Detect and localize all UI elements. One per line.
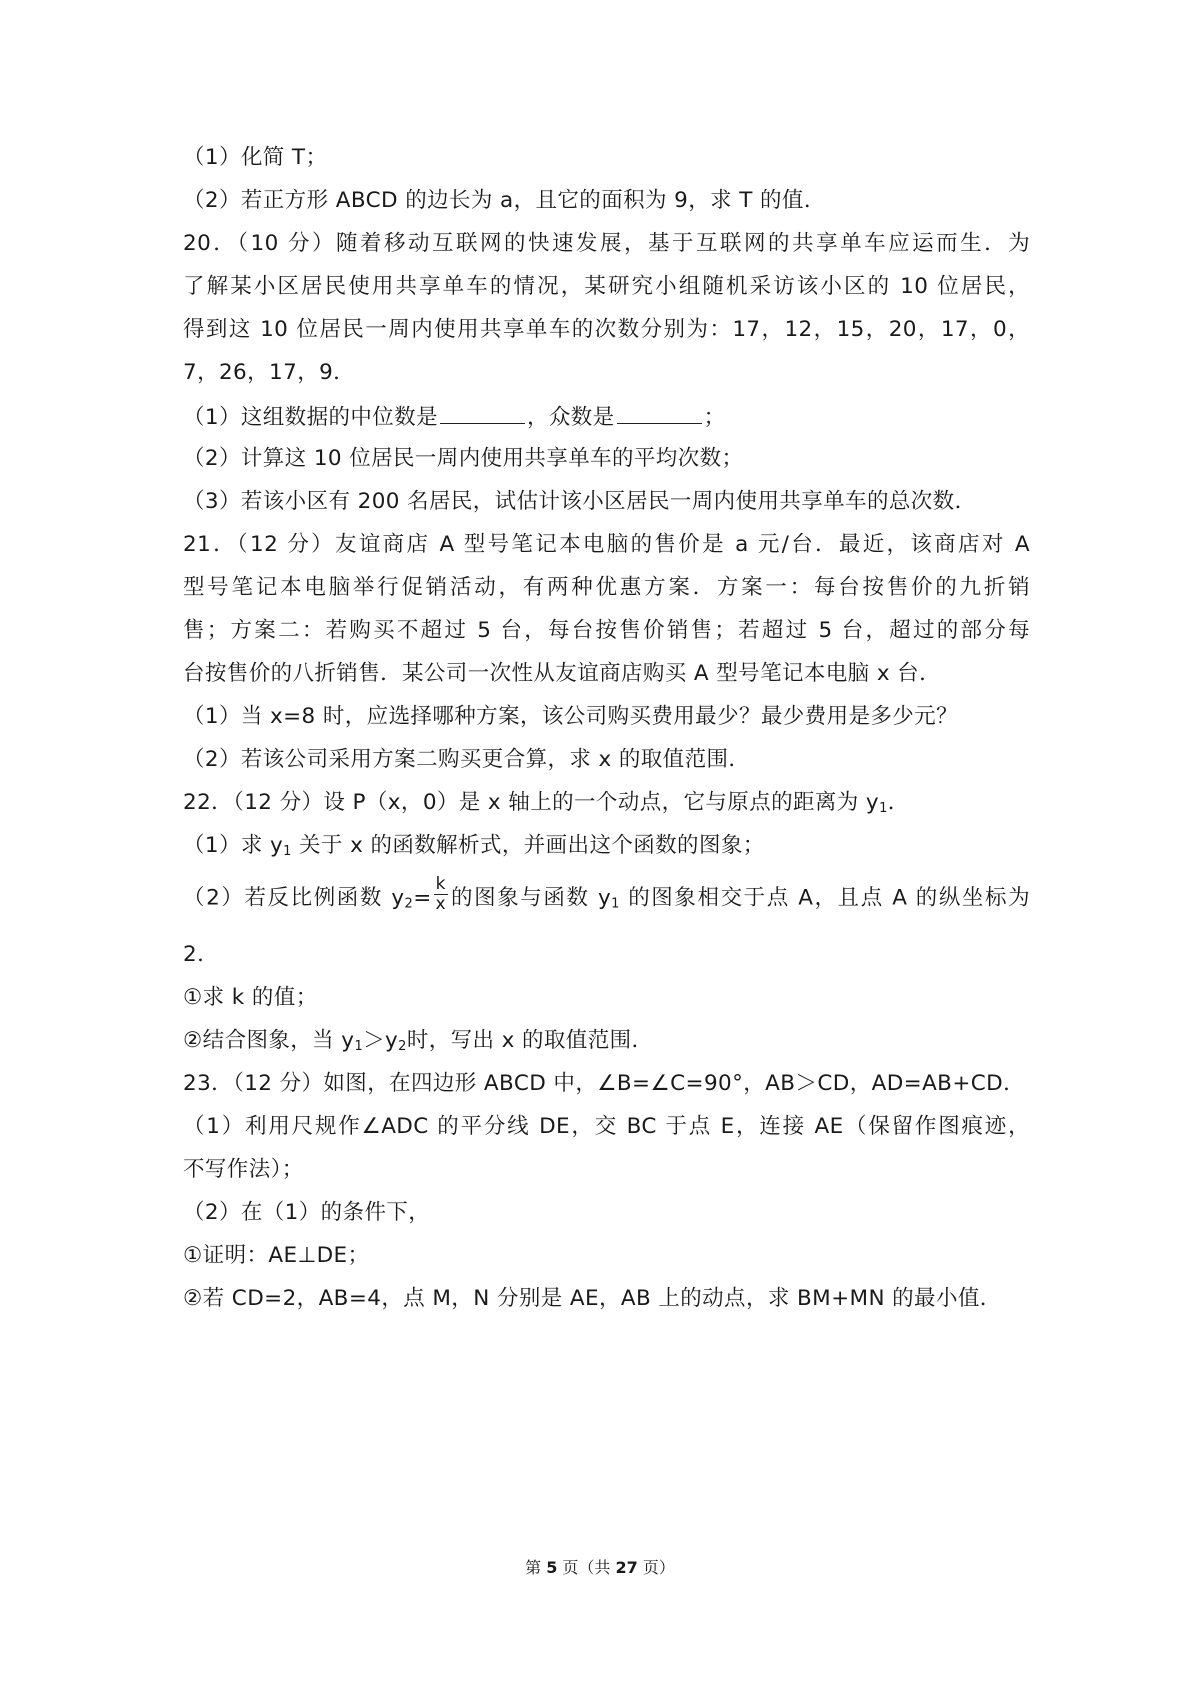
q21-part1: （1）当 x=8 时，应选择哪种方案，该公司购买费用最少？最少费用是多少元？	[183, 704, 958, 729]
footer-text-mid: 页（共	[557, 1558, 616, 1577]
q20-part1-text-b: ，众数是	[526, 405, 615, 430]
subscript: 1	[283, 844, 292, 859]
subscript: 1	[611, 896, 620, 912]
q22-part1-text-b: 关于 x 的函数解析式，并画出这个函数的图象；	[291, 833, 765, 858]
q20-part3: （3）若该小区有 200 名居民，试估计该小区居民一周内使用共享单车的总次数．	[183, 489, 977, 514]
q22-line1	[183, 788, 1030, 818]
q22-part1	[183, 831, 1030, 861]
q22-text-a: 22．（12 分）设 P（x，0）是 x 轴上的一个动点，它与原点的距离为 y	[183, 790, 880, 815]
subscript: 1	[354, 1039, 364, 1054]
q20-part1-text-a: （1）这组数据的中位数是	[183, 405, 438, 430]
fraction-k-over-x	[434, 876, 448, 913]
q23-line1: 23．（12 分）如图，在四边形 ABCD 中，∠B=∠C=90°，AB＞CD，AD=AB+CD．	[183, 1071, 1026, 1096]
q22-text-b: ．	[887, 790, 910, 815]
subscript: 2	[404, 896, 414, 912]
answer-blank-mode	[617, 401, 702, 424]
q23-part1-cont: 不写作法）；	[183, 1157, 304, 1182]
q23-sub1: ①证明：AE⊥DE；	[183, 1243, 370, 1268]
q20-line2: 了解某小区居民使用共享单车的情况，某研究小组随机采访该小区的 10 位居民，	[183, 274, 1030, 299]
q21-line2: 型号笔记本电脑举行促销活动，有两种优惠方案．方案一：每台按售价的九折销	[183, 575, 1030, 600]
q22-sub2-text-a: ②结合图象，当 y	[183, 1028, 355, 1053]
fraction-denominator: x	[435, 894, 446, 914]
q20-line1: 20．（10 分）随着移动互联网的快速发展，基于互联网的共享单车应运而生．为	[183, 231, 1030, 256]
q22-part2-text-b: 的图象与函数 y	[449, 885, 612, 911]
subscript: 2	[398, 1039, 407, 1054]
q22-part2-text-c: 的图象相交于点 A，且点 A 的纵坐标为	[619, 885, 1031, 911]
q22-sub2-text-b: 时，写出 x 的取值范围．	[406, 1028, 654, 1053]
q22-part2	[183, 874, 1031, 917]
q22-sub1: ①求 k 的值；	[183, 985, 318, 1010]
equals-sign: =	[413, 885, 432, 911]
q21-line4: 台按售价的八折销售．某公司一次性从友谊商店购买 A 型号笔记本电脑 x 台．	[183, 661, 941, 686]
page-footer	[0, 1555, 1200, 1578]
q22-part2-text-a: （2）若反比例函数 y	[183, 885, 405, 911]
q21-line3: 售；方案二：若购买不超过 5 台，每台按售价销售；若超过 5 台，超过的部分每	[183, 618, 1030, 643]
subscript: 1	[879, 801, 888, 816]
q23-sub2: ②若 CD=2，AB=4，点 M，N 分别是 AE，AB 上的动点，求 BM+MN 的最小值．	[183, 1286, 1002, 1311]
q20-part1	[183, 401, 1030, 433]
q23-part2: （2）在（1）的条件下，	[183, 1200, 431, 1225]
q22-sub2	[183, 1026, 1030, 1056]
q20-line3: 得到这 10 位居民一周内使用共享单车的次数分别为：17，12，15，20，17，0，	[183, 317, 1030, 342]
q19-part1: （1）化简 T；	[183, 145, 328, 170]
footer-text-pre: 第	[525, 1558, 547, 1577]
fraction-numerator: k	[435, 874, 446, 894]
q20-line4: 7，26，17，9．	[183, 360, 356, 385]
q20-part2: （2）计算这 10 位居民一周内使用共享单车的平均次数；	[183, 446, 744, 471]
q22-part1-text-a: （1）求 y	[183, 833, 284, 858]
q19-part2: （2）若正方形 ABCD 的边长为 a，且它的面积为 9，求 T 的值．	[183, 188, 826, 213]
answer-blank-median	[440, 401, 525, 424]
q21-part2: （2）若该公司采用方案二购买更合算，求 x 的取值范围．	[183, 747, 751, 772]
page-number: 5	[546, 1558, 558, 1577]
total-pages: 27	[615, 1558, 638, 1577]
q21-line1: 21．（12 分）友谊商店 A 型号笔记本电脑的售价是 a 元/台．最近，该商店对 A	[183, 532, 1030, 557]
footer-text-post: 页）	[637, 1558, 675, 1577]
q22-part2-cont: 2．	[183, 942, 219, 967]
q23-part1: （1）利用尺规作∠ADC 的平分线 DE，交 BC 于点 E，连接 AE（保留作图痕迹，	[183, 1114, 1030, 1139]
q20-part1-text-c: ；	[703, 405, 726, 430]
greater-than-text: ＞y	[363, 1028, 399, 1053]
